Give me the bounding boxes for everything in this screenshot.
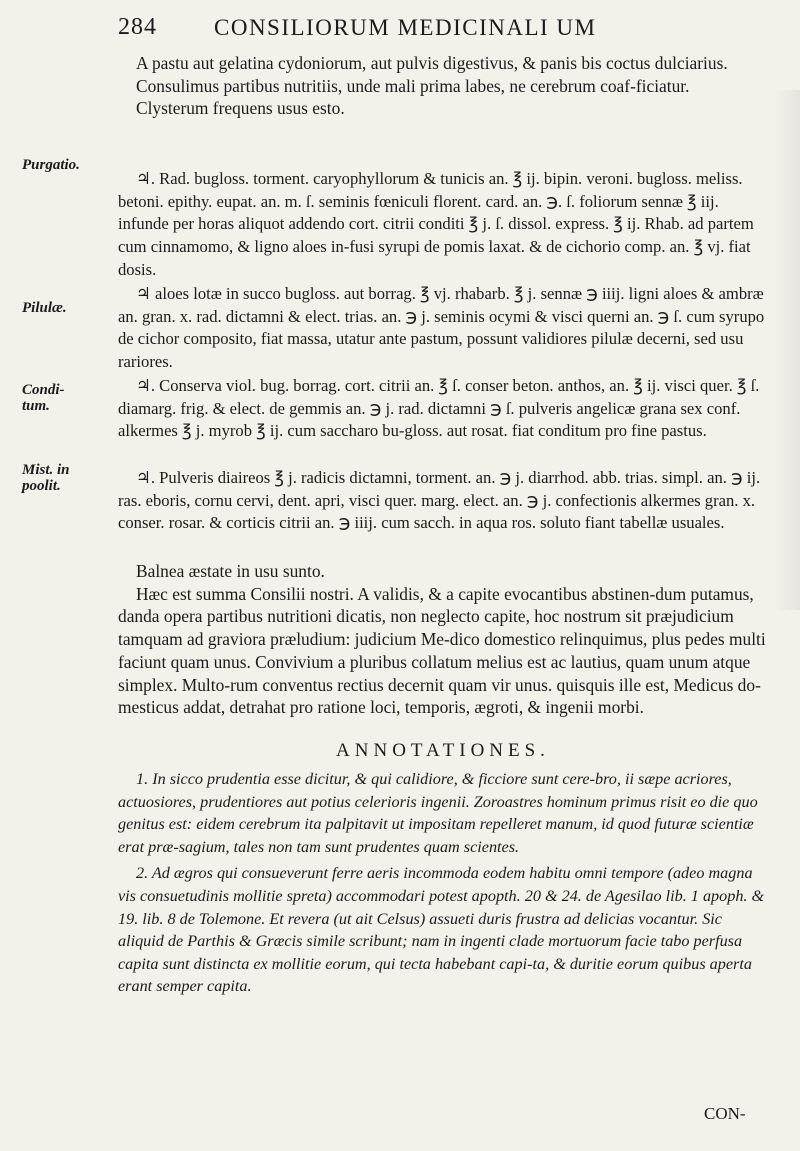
recipe-purgatio: ♃. Rad. bugloss. torment. caryophyllorum & tunicis an. ℥ ij. bipin. veroni. bugloss. meliss. betoni. epithy. eupat. an. m. ſ. seminis fœniculi florent. card. an. ℈. ſ. foliorum sennæ ℥ iij. infunde per horas aliquot addendo cort. citrii conditi ℥ j. ſ. dissol. express. ℥ ij. Rhab. ad partem cum cinnamomo, & ligno aloes in-fusi syrupi de pomis laxat. & de cichorio comp. an. ℥ vj. fiat dosis. xyxy=(118,169,754,279)
annotationes-heading: ANNOTATIONES. xyxy=(336,740,550,761)
recipe-block-mist xyxy=(118,467,768,535)
paragraph-balnea: Balnea æstate in usu sunto. xyxy=(136,561,325,581)
margin-note-purgatio: Purgatio. xyxy=(22,157,80,173)
paragraph-clysterum: Clysterum frequens usus esto. xyxy=(136,98,345,119)
margin-note-conditum: Condi- tum. xyxy=(22,382,65,414)
recipe-block-purgatio xyxy=(118,168,768,282)
catchword: CON- xyxy=(704,1104,746,1123)
recipe-pilulae: ♃ aloes lotæ in succo bugloss. aut borrag. ℥ vj. rhabarb. ℥ j. sennæ ℈ iiij. ligni aloes & ambræ an. gran. x. rad. dictamni & elect. trias. an. ℈ j. seminis ocymi & visci querni an. ℈ ſ. cum syrupo de cichor composito, fiat massa, utatur ante pastum, possunt validiores pilulæ decerni, sed usu rariores. xyxy=(118,284,765,372)
recipe-mist: ♃. Pulveris diaireos ℥ j. radicis dictamni, torment. an. ℈ j. diarrhod. abb. trias. simpl. an. ℈ ij. ras. eboris, cornu cervi, dent. apri, visci quer. marg. elect. an. ℈ j. confectionis alkermes gran. x. conser. rosar. & corticis citrii an. ℈ iiij. cum sacch. in aqua ros. soluto fiant tabellæ usuales. xyxy=(118,468,761,533)
paragraph-pastu: A pastu aut gelatina cydoniorum, aut pulvis digestivus, & panis bis coctus dulciarius. xyxy=(136,53,728,73)
running-title: CONSILIORUM MEDICINALI UM xyxy=(214,15,597,40)
annotation-1: 1. In sicco prudentia esse dicitur, & qui calidiore, & ficciore sunt cere-bro, ii sæpe acriores, actuosiores, prudentiores aut potius celerioris ingenii. Zoroastres hominum primus risit eo die quo genitus est: eidem cerebrum ita palpitavit ut impositam repelleret manum, id quod futuræ scientiæ erat præ-sagium, tales non tam sunt prudentes quam scientes. xyxy=(118,770,758,856)
show-through-shadow xyxy=(774,90,800,610)
closing-paragraphs xyxy=(118,560,768,719)
page-number: 284 xyxy=(118,14,157,40)
margin-note-mist: Mist. in poolit. xyxy=(22,462,70,494)
annotation-2: 2. Ad ægros qui consueverunt ferre aeris incommoda eodem habitu omni tempore (adeo magna vis consuetudinis mollitie spreta) accommodari potest apopth. 20 & 24. de Agesilao lib. 1 apoph. & 19. lib. 8 de Tolemone. Et revera (ut ait Celsus) assueti duris frustra ad delicias vocantur. Sic aliquid de Parthis & Græcis simile scribunt; nam in ingenti clade mortuorum facie tabo perfusa capita sunt distincta ex mollitie eorum, qui tecta habebant capi-ta, & duritie eorum quibus aperta erant semper capita. xyxy=(118,864,765,996)
paragraph-summa: Hæc est summa Consilii nostri. A validis, & a capite evocantibus abstinen-dum putamus, danda opera partibus nutritioni dicatis, non neglecto capite, hoc nostrum sit præjudicium tamquam ad graviora præludium: judicium Me-dico domestico relinquimus, plus pedes multi faciunt quam unus. Convivium a pluribus collatum melius est ac lautius, quam unum atque simplex. Multo-rum conventus rectius decernit quam vir unus. quisquis ille est, Medicus do-mesticus addat, detrahat pro ratione loci, temporis, ægroti, & ingenii morbi. xyxy=(118,583,766,718)
opening-paragraphs xyxy=(118,52,768,120)
annotationes-body xyxy=(118,768,768,998)
paragraph-consulimus: Consulimus partibus nutritiis, unde mali prima labes, ne cerebrum coaf-ficiatur. xyxy=(136,75,690,96)
page-header xyxy=(118,14,778,44)
recipe-block-pilulae xyxy=(118,283,768,374)
margin-note-pilulae: Pilulæ. xyxy=(22,300,67,316)
recipe-conditum: ♃. Conserva viol. bug. borrag. cort. citrii an. ℥ ſ. conser beton. anthos, an. ℥ ij. visci quer. ℥ ſ. diamarg. frig. & elect. de gemmis an. ℈ j. rad. dictamni ℈ ſ. pulveris angelicæ grana sex conf. alkermes ℥ j. myrob ℥ ij. cum saccharo bu-gloss. aut rosat. fiat conditum pro fine pastus. xyxy=(118,376,760,441)
recipe-block-conditum xyxy=(118,375,768,443)
